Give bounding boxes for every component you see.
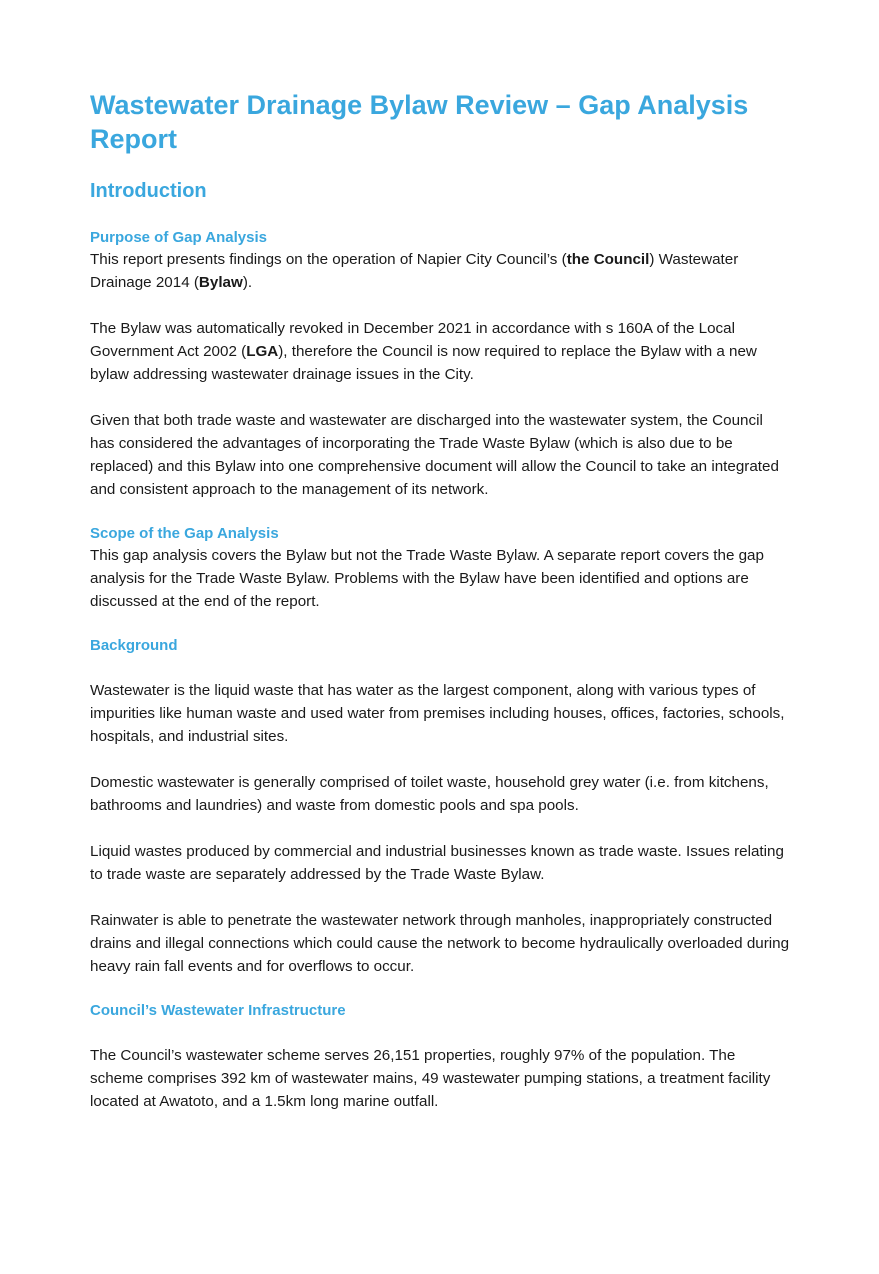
purpose-paragraph-2 <box>90 317 790 386</box>
background-paragraph-4: Rainwater is able to penetrate the wastewater network through manholes, inappropriately constructed drains and illegal connections which could cause the network to become hydraulically overloaded during heavy rain fall events and for overflows to occur. <box>90 912 790 975</box>
purpose-p1-bold-bylaw: Bylaw <box>198 274 243 291</box>
background-section <box>90 636 790 978</box>
background-paragraph-1: Wastewater is the liquid waste that has water as the largest component, along with various types of impurities like human waste and used water from premises including houses, offices, factories, schools, hospitals, and industrial sites. <box>90 682 785 745</box>
purpose-section <box>90 228 790 501</box>
background-heading: Background <box>90 637 178 654</box>
document-page <box>90 88 790 1113</box>
purpose-heading: Purpose of Gap Analysis <box>90 229 267 246</box>
scope-paragraph-1: This gap analysis covers the Bylaw but not the Trade Waste Bylaw. A separate report covers the gap analysis for the Trade Waste Bylaw. Problems with the Bylaw have been identified and options are discussed at the end of the report. <box>90 547 764 610</box>
purpose-p1-bold-council: the Council <box>566 251 650 268</box>
infrastructure-paragraph-1: The Council’s wastewater scheme serves 26,151 properties, roughly 97% of the population. The scheme comprises 392 km of wastewater mains, 49 wastewater pumping stations, a treatment facility located at Awatoto, and a 1.5km long marine outfall. <box>90 1047 771 1110</box>
purpose-p1-text-a: This report presents findings on the operation of Napier City Council’s ( <box>90 251 567 268</box>
infrastructure-section <box>90 1001 790 1113</box>
scope-section <box>90 524 790 613</box>
purpose-p2-text-c: ), therefore the Council is now required to replace the Bylaw with a new bylaw addressing wastewater drainage issues in the City. <box>90 343 757 383</box>
purpose-p1-text-c: ) Wastewater Drainage 2014 ( <box>90 251 739 291</box>
purpose-p2-text-a: The Bylaw was automatically revoked in December 2021 in accordance with s 160A of the Local Government Act 2002 ( <box>90 320 735 360</box>
purpose-p1-text-e: ). <box>242 274 253 291</box>
purpose-paragraph-3: Given that both trade waste and wastewater are discharged into the wastewater system, the Council has considered the advantages of incorporating the Trade Waste Bylaw (which is also due to be replaced) and this Bylaw into one comprehensive document will allow the Council to take an integrated and consistent approach to the management of its network. <box>90 412 779 498</box>
document-title: Wastewater Drainage Bylaw Review – Gap Analysis Report <box>90 90 749 154</box>
background-paragraph-2: Domestic wastewater is generally comprised of toilet waste, household grey water (i.e. from kitchens, bathrooms and laundries) and waste from domestic pools and spa pools. <box>90 774 769 814</box>
purpose-p2-bold-lga: LGA <box>246 343 279 360</box>
background-paragraph-3: Liquid wastes produced by commercial and industrial businesses known as trade waste. Issues relating to trade waste are separately addressed by the Trade Waste Bylaw. <box>90 843 784 883</box>
introduction-heading: Introduction <box>90 180 207 202</box>
purpose-paragraph-1 <box>90 248 790 294</box>
scope-heading: Scope of the Gap Analysis <box>90 525 279 542</box>
infrastructure-heading: Council’s Wastewater Infrastructure <box>90 1002 346 1019</box>
